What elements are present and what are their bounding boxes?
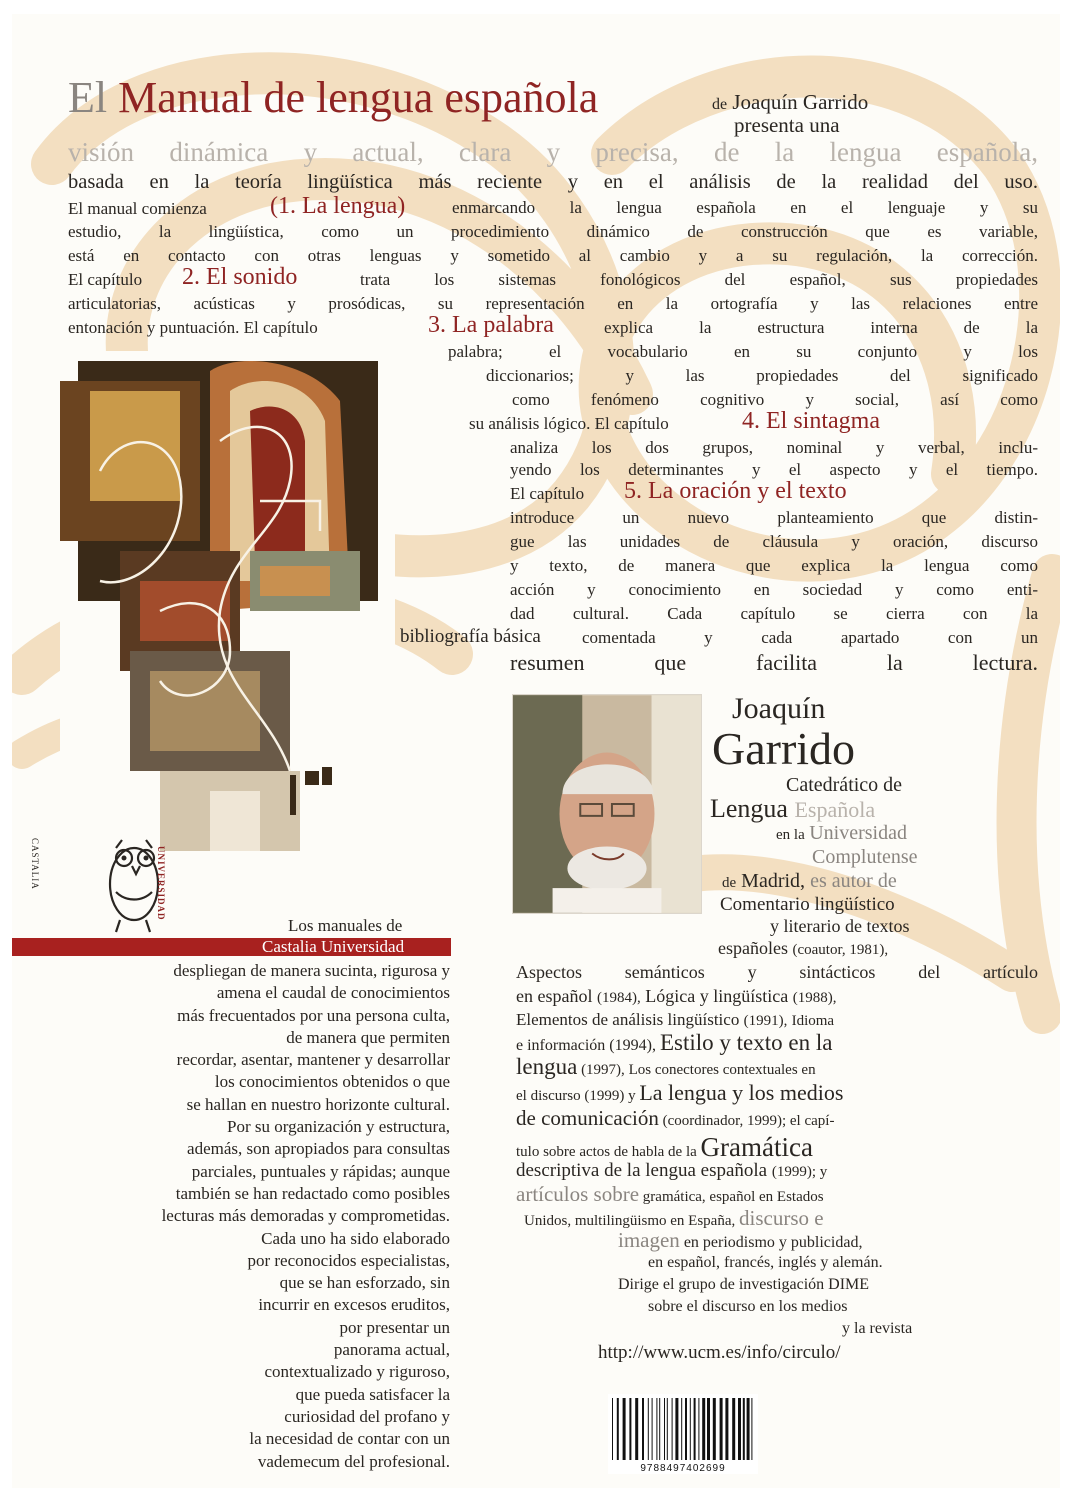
bio-coordinador: (coordinador, 1999); el capí- [662, 1113, 835, 1129]
right-line-8: introduce un nuevo planteamiento que distin- [510, 508, 1038, 527]
series-line: por presentar un [339, 1317, 450, 1337]
author-bio-7: y literario de textos [770, 916, 910, 936]
intro-line-2: estudio, la lingüística, como un procedimiento dinámico de construcción que es variable, [68, 222, 1038, 241]
series-description [40, 960, 450, 1473]
bio-conectores: Los conectores contextuales en [628, 1062, 816, 1078]
logo-universidad: UNIVERSIDAD [156, 846, 166, 921]
series-line: Por su organización y estructura, [227, 1117, 450, 1137]
right-line-13b: comentada y cada apartado con un [582, 628, 1038, 647]
series-line: curiosidad del profano y [284, 1406, 450, 1426]
headline-de: de [712, 96, 728, 113]
author-photo [512, 694, 702, 914]
right-line-1: palabra; el vocabulario en su conjunto y los [448, 342, 1038, 361]
author-bio-20 [618, 1228, 862, 1253]
series-line: despliegan de manera sucinta, rigurosa y [173, 961, 450, 980]
journal-url[interactable]: http://www.ucm.es/info/circulo/ [598, 1342, 841, 1363]
intro-line-3: está en contacto con otras lenguas y sometido al cambio y a su regulación, la corrección. [68, 246, 1038, 265]
bio-1999-y: (1999) y [584, 1088, 636, 1104]
series-line: se hallan en nuestro horizonte cultural. [186, 1094, 450, 1114]
barcode-bar [675, 1398, 678, 1460]
bio-estilo: Estilo y texto en la [659, 1030, 833, 1055]
series-line: la necesidad de contar con un [249, 1429, 450, 1449]
series-line: que pueda satisfacer la [295, 1384, 450, 1404]
barcode-bar [725, 1398, 728, 1460]
series-line: lecturas más demoradas y comprometidas. [161, 1206, 450, 1226]
intro-line-5: articulatorias, acústicas y prosódicas, su representación en la ortografía y las relaciones entre [68, 294, 1038, 313]
barcode-bar [694, 1398, 696, 1460]
author-bio-22: Dirige el grupo de investigación DIME [618, 1276, 870, 1293]
headline-line-2: visión dinámica y actual, clara y precisa, de la lengua española, [68, 137, 1038, 167]
barcode-bar [652, 1398, 653, 1460]
right-line-10: y texto, de manera que explica la lengua como [510, 556, 1038, 575]
intro-line-4b: trata los sistemas fonológicos del español, sus propiedades [360, 270, 1038, 289]
author-bio-14 [516, 1080, 843, 1106]
bio-madrid: Madrid, [741, 870, 806, 892]
author-bio-15 [516, 1106, 834, 1131]
bio-el-discurso: el discurso [516, 1088, 581, 1104]
author-bio-5 [722, 870, 897, 893]
right-line-2: diccionarios; y las propiedades del significado [486, 366, 1038, 385]
headline [68, 70, 598, 126]
series-line: de manera que permiten [286, 1027, 450, 1047]
barcode-bar [648, 1398, 649, 1460]
series-line: por reconocidos especialistas, [247, 1250, 450, 1270]
barcode-bar [642, 1398, 644, 1460]
series-line: parciales, puntuales y rápidas; aunque [191, 1161, 450, 1181]
barcode-bar [672, 1398, 673, 1460]
bio-elementos: Elementos de análisis lingüístico [516, 1010, 740, 1029]
book-back-cover [12, 14, 1060, 1488]
barcode-bar [656, 1398, 657, 1460]
barcode-bar [747, 1398, 750, 1460]
series-heading-2: Castalia Universidad [262, 937, 405, 956]
author-bio-6: Comentario lingüístico [720, 894, 895, 915]
bio-articulos: artículos sobre [516, 1182, 640, 1206]
right-line-14: resumen que facilita la lectura. [510, 650, 1038, 675]
bio-1988: (1988), [792, 990, 837, 1006]
bio-1994: (1994), [609, 1037, 656, 1054]
author-bio-24: y la revista [842, 1320, 913, 1337]
author-bio-8 [718, 938, 888, 959]
author-bio-18 [516, 1182, 824, 1207]
bio-gramatica-espanol: gramática, español en Estados [642, 1189, 824, 1205]
barcode-bar [698, 1398, 699, 1460]
right-line-6: yendo los determinantes y el aspecto y el tiempo. [510, 460, 1038, 479]
bio-en-la: en la [776, 827, 805, 843]
barcode-bar [707, 1398, 710, 1460]
owl-logo-icon [56, 822, 196, 942]
chapter-1-label: (1. La lengua) [270, 193, 406, 219]
isbn-barcode [608, 1394, 758, 1474]
bio-1991: (1991), [743, 1013, 788, 1029]
bio-1984: (1984), [596, 990, 641, 1006]
barcode-bar [743, 1398, 745, 1460]
bio-informacion: e información [516, 1037, 606, 1054]
bio-de: de [722, 875, 737, 891]
barcode-bar [738, 1398, 741, 1460]
barcode-bar [751, 1398, 752, 1460]
right-line-12: dad cultural. Cada capítulo se cierra con la [510, 604, 1038, 623]
barcode-bar [713, 1398, 716, 1460]
headline-el: El [68, 73, 108, 122]
barcode-bar [635, 1398, 638, 1460]
barcode-bar [659, 1398, 660, 1460]
author-bio-2 [710, 794, 875, 824]
intro-line-6b: explica la estructura interna de la [604, 318, 1038, 337]
chapter-2-label: 2. El sonido [182, 264, 298, 290]
barcode-bar [690, 1398, 691, 1460]
author-bio-4: Complutense [812, 846, 918, 868]
chapter-4-label: 4. El sintagma [742, 408, 880, 434]
author-bio-23: sobre el discurso en los medios [648, 1298, 848, 1315]
barcode-bar [702, 1398, 705, 1460]
bio-es-autor: es autor de [810, 870, 897, 892]
author-bio-9: Aspectos semánticos y sintácticos del artículo [516, 962, 1038, 982]
author-bio-3 [776, 822, 907, 845]
bio-logica: Lógica y lingüística [645, 986, 789, 1006]
bio-periodismo: en periodismo y publicidad, [683, 1234, 863, 1251]
headline-author: Joaquín Garrido [732, 90, 869, 114]
barcode-bar [732, 1398, 735, 1460]
bio-1997: (1997), [581, 1062, 625, 1078]
author-first-name: Joaquín [732, 692, 826, 725]
bio-imagen: imagen [618, 1228, 680, 1252]
cubist-artwork-illustration [60, 351, 395, 859]
author-last-name: Garrido [712, 723, 856, 774]
series-line: amena el caudal de conocimientos [216, 983, 450, 1003]
author-bio-1: Catedrático de [786, 774, 903, 796]
series-line: vademecum del profesional. [257, 1451, 450, 1471]
series-line: contextualizado y riguroso, [264, 1362, 450, 1382]
bio-descriptiva: descriptiva de la lengua española [516, 1160, 768, 1181]
right-line-5: analiza los dos grupos, nominal y verbal, inclu- [510, 438, 1038, 457]
headline-byline [712, 90, 868, 115]
right-line-13a: bibliografía básica [400, 626, 541, 647]
barcode-bar [720, 1398, 723, 1460]
bio-coautor: (coautor, 1981), [792, 942, 889, 958]
series-line: recordar, asentar, mantener y desarrollar [176, 1050, 450, 1070]
headline-line-3: basada en la teoría lingüística más reciente y en el análisis de la realidad del uso. [68, 171, 1038, 193]
author-bio-13 [516, 1054, 816, 1080]
series-line: más frecuentados por una persona culta, [177, 1005, 450, 1025]
chapter-3-label: 3. La palabra [428, 312, 554, 338]
barcode-bar [623, 1398, 626, 1460]
book-title: Manual de lengua española [118, 73, 599, 122]
bio-idioma: Idioma [791, 1013, 835, 1029]
series-line: Cada uno ha sido elaborado [261, 1228, 450, 1248]
bio-lengua: Lengua [710, 794, 788, 823]
isbn-digits: 9788497402699 [640, 1463, 726, 1474]
author-bio-12 [516, 1030, 832, 1056]
series-line: también se han redactado como posibles [175, 1183, 450, 1203]
chapter-5-label: 5. La oración y el texto [624, 478, 847, 504]
logo-castalia: CASTALIA [30, 838, 40, 890]
bio-gramatica: Gramática [700, 1132, 813, 1162]
bio-discurso-e: discurso e [739, 1206, 824, 1230]
barcode-bar [664, 1398, 665, 1460]
intro-line-4a: El capítulo [68, 270, 143, 289]
bio-unidos: Unidos, multilingüismo en España, [524, 1213, 736, 1229]
bio-comunicacion: de comunicación [516, 1106, 659, 1130]
bio-universidad: Universidad [809, 822, 907, 844]
right-line-11: acción y conocimiento en sociedad y como enti- [510, 580, 1038, 599]
bio-en-espanol: en español [516, 986, 593, 1006]
author-bio-16 [516, 1132, 813, 1163]
barcode-bar [629, 1398, 631, 1460]
bio-lengua-1997: lengua [516, 1054, 578, 1079]
barcode-bar [667, 1398, 668, 1460]
barcode-bar [685, 1398, 687, 1460]
intro-line-6a: entonación y puntuación. El capítulo [68, 318, 318, 337]
bio-espanola: Española [794, 797, 876, 822]
author-bio-10 [516, 986, 836, 1007]
right-line-4a: su análisis lógico. El capítulo [469, 414, 669, 433]
intro-line-1b: enmarcando la lengua española en el lenguaje y su [452, 198, 1038, 217]
author-bio-21: en español, francés, inglés y alemán. [648, 1254, 883, 1271]
bio-1999-y-2: (1999); y [771, 1164, 828, 1180]
series-heading-1: Los manuales de [288, 916, 403, 935]
barcode-bar [681, 1398, 682, 1460]
right-line-9: gue las unidades de cláusula y oración, discurso [510, 532, 1038, 551]
series-line: panorama actual, [333, 1340, 450, 1360]
right-line-3: como fenómeno cognitivo y social, así como [512, 390, 1038, 409]
bio-actos-habla: tulo sobre actos de habla de la [516, 1144, 697, 1160]
author-bio-17 [516, 1160, 827, 1182]
intro-line-1a: El manual comienza [68, 199, 207, 218]
bio-espanoles: españoles [718, 938, 788, 958]
series-line: que se han esforzado, sin [279, 1273, 450, 1293]
series-line: los conocimientos obtenidos o que [214, 1072, 450, 1092]
series-line: además, son apropiados para consultas [187, 1139, 450, 1159]
author-bio-11 [516, 1010, 834, 1030]
series-line: incurrir en excesos eruditos, [258, 1295, 450, 1315]
barcode-bar [617, 1398, 619, 1460]
barcode-bar [612, 1398, 613, 1460]
headline-presenta: presenta una [734, 113, 840, 137]
right-line-7a: El capítulo [510, 484, 585, 503]
bio-la-lengua-medios: La lengua y los medios [639, 1080, 844, 1105]
